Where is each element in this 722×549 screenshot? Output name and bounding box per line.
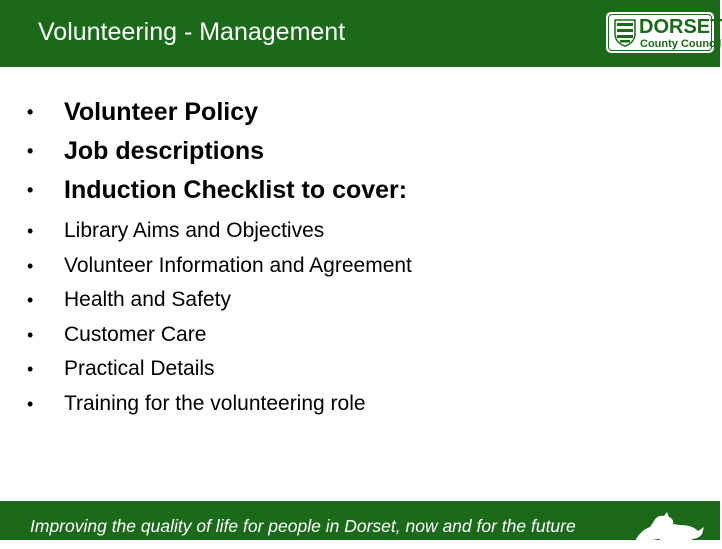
slide-title: Volunteering - Management bbox=[38, 18, 346, 46]
checklist-item-text: Library Aims and Objectives bbox=[64, 219, 325, 242]
bullet-dot: • bbox=[27, 324, 34, 345]
main-bullet-text: Volunteer Policy bbox=[64, 98, 259, 126]
checklist-item-text: Customer Care bbox=[64, 322, 207, 346]
bullet-dot: • bbox=[27, 290, 34, 311]
bullet-dot: • bbox=[27, 359, 34, 380]
bullet-dot: • bbox=[27, 221, 34, 241]
logo-subtitle: County Council bbox=[640, 38, 722, 50]
checklist-item-text: Training for the volunteering role bbox=[64, 391, 366, 415]
checklist-item-text: Health and Safety bbox=[64, 288, 231, 312]
dorset-shield-icon bbox=[614, 19, 636, 47]
lion-icon bbox=[632, 509, 712, 549]
main-bullet-text: Induction Checklist to cover: bbox=[64, 176, 408, 204]
bullet-dot: • bbox=[27, 180, 34, 200]
checklist-item-text: Volunteer Information and Agreement bbox=[64, 253, 412, 277]
checklist-item-text: Practical Details bbox=[64, 357, 215, 381]
footer-tagline: Improving the quality of life for people in Dorset, now and for the future bbox=[30, 516, 576, 536]
bullet-dot: • bbox=[27, 102, 34, 122]
slide-header bbox=[0, 0, 720, 67]
main-bullet-text: Job descriptions bbox=[64, 137, 265, 165]
bullet-dot: • bbox=[27, 141, 34, 161]
logo-wordmark: DORSET bbox=[639, 16, 722, 38]
slide-footer bbox=[0, 497, 720, 540]
bullet-dot: • bbox=[27, 393, 34, 414]
bullet-dot: • bbox=[27, 255, 34, 276]
dorset-county-council-logo bbox=[606, 12, 722, 53]
